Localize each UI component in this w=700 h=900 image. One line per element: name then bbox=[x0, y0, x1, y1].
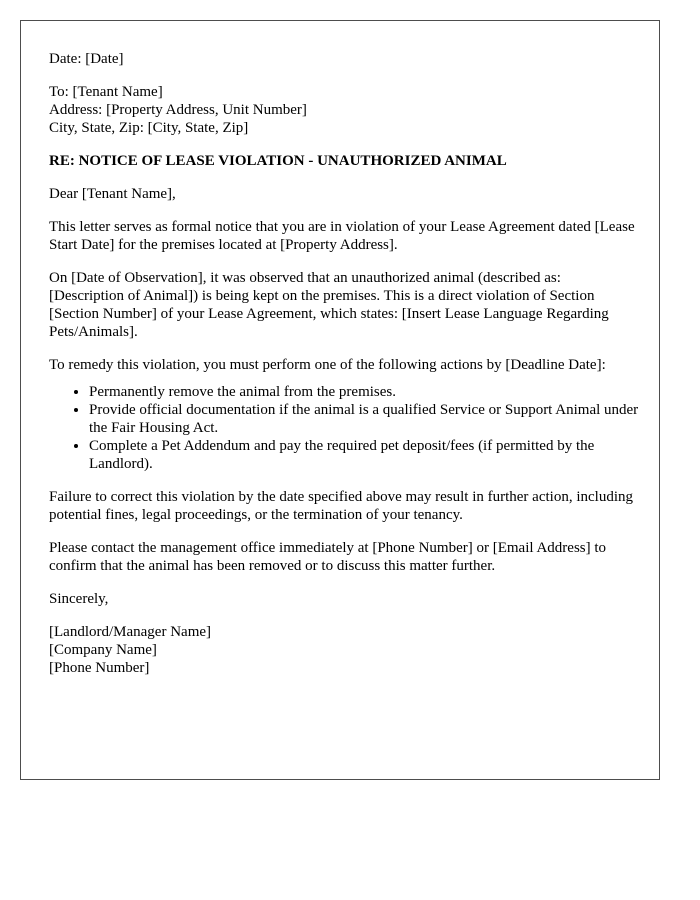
contact-paragraph: Please contact the management office immediately at [Phone Number] or [Email Address] to confirm that the animal has been removed or to discuss this matter further. bbox=[49, 540, 607, 574]
salutation: Dear [Tenant Name], bbox=[49, 186, 176, 202]
consequence-paragraph: Failure to correct this violation by the date specified above may result in further action, including potential fines, legal proceedings, or the termination of your tenancy. bbox=[49, 489, 633, 523]
action-item-documentation: • Provide official documentation if the animal is a qualified Service or Support Animal under the Fair Housing Act. bbox=[89, 401, 639, 437]
recipient-to: To: [Tenant Name] bbox=[49, 84, 163, 100]
actions-list bbox=[49, 383, 639, 473]
recipient-address: Address: [Property Address, Unit Number] bbox=[49, 102, 307, 118]
date-line: Date: [Date] bbox=[49, 51, 124, 67]
recipient-block bbox=[49, 83, 639, 137]
action-item-addendum: • Complete a Pet Addendum and pay the required pet deposit/fees (if permitted by the Landlord). bbox=[89, 437, 639, 473]
action-item-remove: • Permanently remove the animal from the premises. bbox=[89, 383, 639, 401]
subject-line: RE: NOTICE OF LEASE VIOLATION - UNAUTHORIZED ANIMAL bbox=[49, 153, 507, 169]
recipient-city: City, State, Zip: [City, State, Zip] bbox=[49, 120, 249, 136]
letter-content bbox=[49, 50, 639, 692]
signature-phone: [Phone Number] bbox=[49, 660, 150, 676]
signature-name: [Landlord/Manager Name] bbox=[49, 624, 212, 640]
closing: Sincerely, bbox=[49, 591, 109, 607]
signature-company: [Company Name] bbox=[49, 642, 157, 658]
letter-page bbox=[20, 20, 660, 780]
intro-paragraph: This letter serves as formal notice that you are in violation of your Lease Agreement dated [Lease Start Date] for the premises located at [Property Address]. bbox=[49, 219, 635, 253]
remedy-paragraph: To remedy this violation, you must perform one of the following actions by [Deadline Date]: bbox=[49, 357, 606, 373]
signature-block bbox=[49, 623, 639, 677]
observation-paragraph: On [Date of Observation], it was observed that an unauthorized animal (described as: [Description of Animal]) is being kept on the premises. This is a direct violation of Section [Section Number] of your Lease Agreement, which states: [Insert Lease Language Regarding Pets/Animals]. bbox=[49, 270, 609, 340]
